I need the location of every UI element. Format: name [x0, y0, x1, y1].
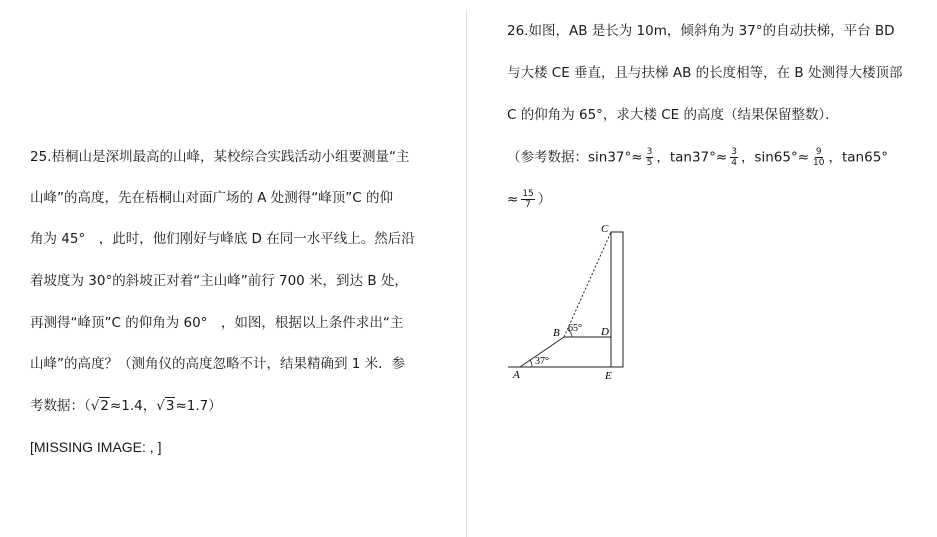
missing-image-placeholder: [MISSING IMAGE: , ]: [30, 439, 162, 455]
frac-sin65-num: 9: [815, 147, 822, 157]
q26-line-2: 与大楼 CE 垂直，且与扶梯 AB 的长度相等，在 B 处测得大楼顶部: [507, 65, 903, 81]
q25-line-3: 角为 45° ，此时，他们刚好与峰底 D 在同一水平线上。然后沿: [30, 231, 415, 247]
escalator-building-figure: [500, 218, 640, 383]
label-a: A: [513, 369, 520, 381]
frac-sin37: [646, 147, 654, 168]
frac-tan37: [730, 147, 738, 168]
ref-sin37-label: （参考数据：sin37°≈: [507, 149, 643, 166]
frac-sin37-num: 3: [646, 147, 653, 157]
sqrt-2: √2: [90, 398, 109, 414]
frac-sin37-den: 5: [646, 158, 653, 168]
frac-tan65-den: 7: [525, 200, 531, 210]
q25-line-2: 山峰”的高度，先在梧桐山对面广场的 A 处测得“峰顶”C 的仰: [30, 190, 394, 206]
angle-arc-37: [530, 360, 532, 367]
frac-sin65-den: 10: [813, 158, 825, 168]
close-paren: ）: [537, 191, 552, 208]
q25-line-4: 着坡度为 30°的斜坡正对着“主山峰”前行 700 米，到达 B 处，: [30, 273, 408, 289]
label-d: D: [601, 326, 609, 338]
frac-tan37-den: 4: [731, 158, 737, 168]
frac-tan65: [521, 189, 534, 210]
q26-reference-data-cont: [507, 189, 551, 210]
building-ce: [611, 232, 623, 367]
q25-line-5: 再测得“峰顶”C 的仰角为 60° ，如图，根据以上条件求出“主: [30, 315, 404, 331]
frac-tan37-num: 3: [731, 147, 737, 157]
label-c: C: [601, 223, 609, 235]
q25-line-7: [30, 397, 222, 415]
q25-reference-label: 考数据：（: [30, 398, 91, 414]
sqrt-2-approx: ≈1.4，: [109, 398, 157, 414]
q26-line-3: C 的仰角为 65°，求大楼 CE 的高度（结果保留整数）．: [507, 107, 839, 123]
column-divider: [466, 10, 467, 537]
q26-line-1: 26.如图，AB 是长为 10m，倾斜角为 37°的自动扶梯，平台 BD: [507, 23, 895, 39]
sqrt-3-radicand: 3: [165, 398, 175, 414]
sqrt-3: √3: [156, 398, 175, 414]
angle-label-65: 65°: [568, 323, 582, 334]
q26-reference-data: [507, 147, 888, 168]
ref-tan37-label: ，tan37°≈: [656, 149, 728, 166]
q25-line-1: 25.梧桐山是深圳最高的山峰，某校综合实践活动小组要测量“主: [30, 149, 410, 165]
sight-line-bc: [564, 232, 611, 337]
sqrt-2-radicand: 2: [100, 398, 109, 414]
q25-line-6: 山峰”的高度？（测角仪的高度忽略不计，结果精确到 1 米．参: [30, 356, 406, 372]
label-b: B: [553, 327, 560, 339]
frac-sin65: [812, 147, 825, 168]
angle-label-37: 37°: [535, 356, 549, 367]
label-e: E: [605, 370, 612, 382]
ref-sin65-label: ，sin65°≈: [740, 149, 810, 166]
frac-tan65-num: 15: [522, 189, 534, 199]
ref-tan65-label: ，tan65°: [828, 149, 889, 166]
sqrt-3-approx: ≈1.7）: [175, 398, 222, 414]
approx-symbol: ≈: [507, 191, 519, 208]
